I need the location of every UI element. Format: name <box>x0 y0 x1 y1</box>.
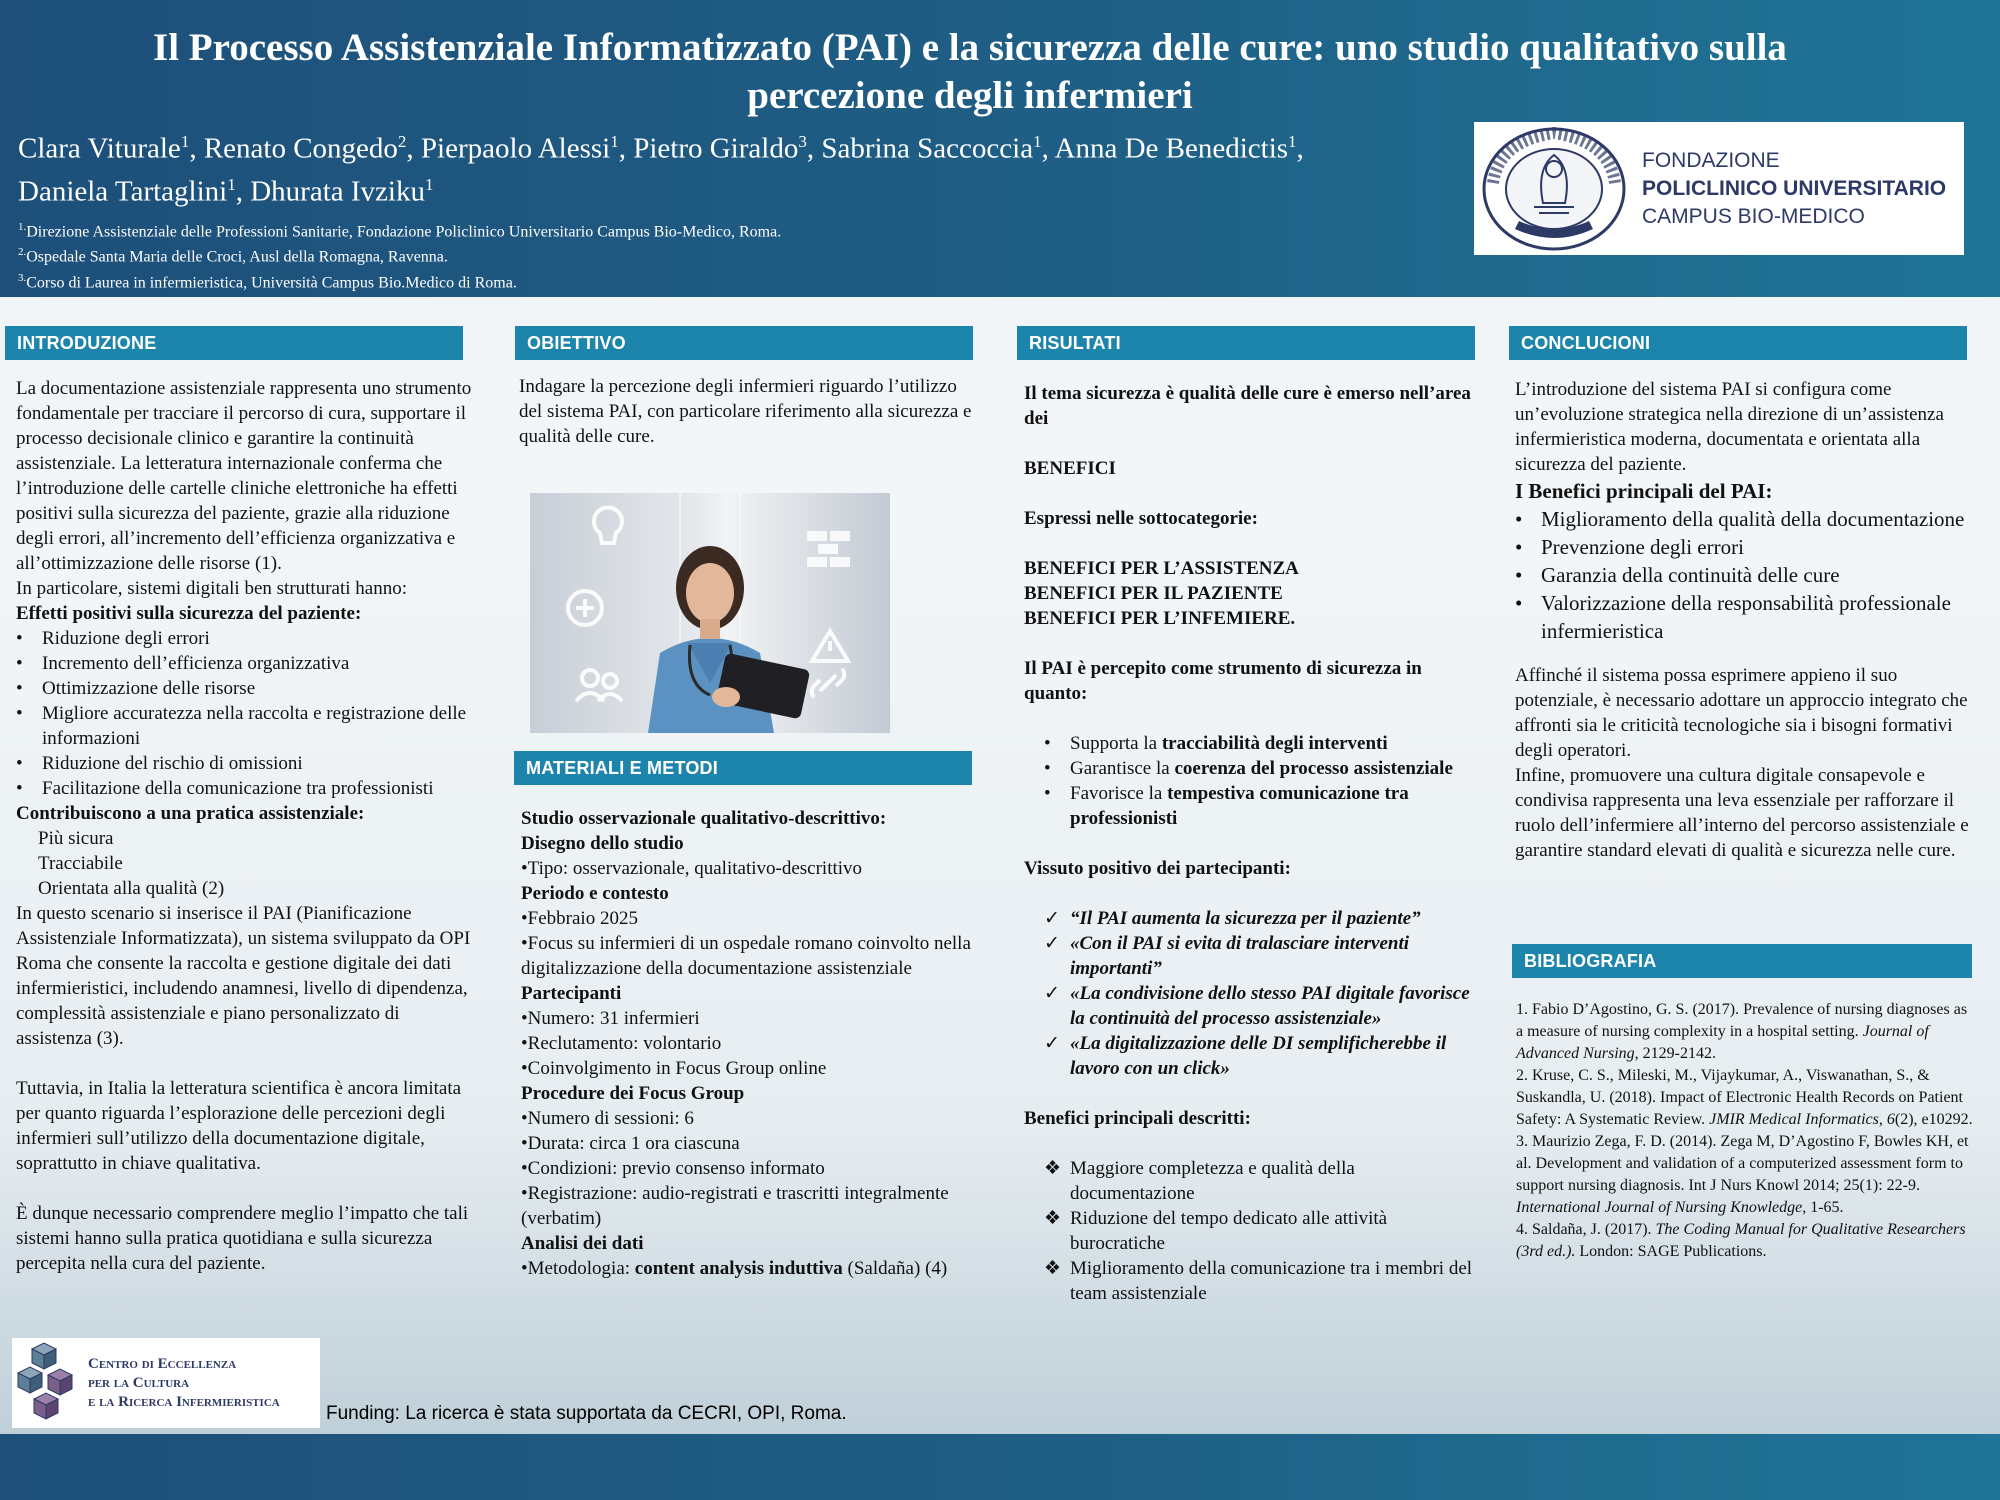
subheading: Il tema sicurezza è qualità delle cure è emerso nell’area dei <box>1024 383 1471 429</box>
paragraph: •Numero: 31 infermieri <box>521 1008 700 1029</box>
list-item: ❖ Riduzione del tempo dedicato alle attività burocratiche <box>1044 1208 1388 1254</box>
paragraph: Infine, promuovere una cultura digitale consapevole e condivisa rappresenta una leva essenziale per rafforzare il ruolo dell’infermiere all’interno del percorso assistenziale e garantire standard elevati di qualità e sicurezza nelle cure. <box>1515 765 1969 861</box>
reference: 3. Maurizio Zega, F. D. (2014). Zega M, D’Agostino F, Bowles KH, et al. Development and validation of a computerized assessment form to support nursing diagnosis. Int J Nurs Knowl 2014; 25(1): 22-9. International Journal of Nursing Knowledge, 1-65. <box>1516 1133 1969 1216</box>
author: Dhurata Ivziku <box>250 175 425 208</box>
paragraph: L’introduzione del sistema PAI si configura come un’evoluzione strategica nella direzione di un’assistenza infermieristica moderna, documentata e orientata alla sicurezza del paziente. <box>1515 379 1944 475</box>
subheading: Espressi nelle sottocategorie: <box>1024 508 1258 529</box>
nurse-with-tablet-image <box>530 493 890 733</box>
list-item: • Riduzione del rischio di omissioni <box>16 751 476 776</box>
subheading: I Benefici principali del PAI: <box>1515 479 1773 503</box>
footer-band <box>0 1434 2000 1500</box>
paragraph: È dunque necessario comprendere meglio l’impatto che tali sistemi hanno sulla pratica quotidiana e sulla sicurezza percepita nella cura del paziente. <box>16 1203 469 1274</box>
checkmark-icon: ✓ <box>1044 1033 1060 1054</box>
reference: 2. Kruse, C. S., Mileski, M., Vijaykumar, A., Viswanathan, S., & Suskandla, U. (2018). Impact of Electronic Health Records on Patient Safety: A Systematic Review. JMIR Medical Informatics, 6(2), e10292. <box>1516 1067 1973 1128</box>
introduzione-body <box>16 376 476 1276</box>
section-heading-risultati: RISULTATI <box>1017 326 1475 360</box>
subheading: Vissuto positivo dei partecipanti: <box>1024 858 1291 879</box>
list-item: Orientata alla qualità (2) <box>38 878 225 899</box>
subheading: Effetti positivi sulla sicurezza del paziente: <box>16 603 362 624</box>
cecri-logo <box>12 1338 320 1428</box>
cecri-logo-text: Centro di Eccellenza per la Cultura e la Ricerca Infermieristica <box>88 1355 280 1410</box>
diamond-bullet-icon: ❖ <box>1044 1208 1062 1229</box>
list-item: • Facilitazione della comunicazione tra professionisti <box>16 776 476 801</box>
author: Daniela Tartaglini <box>18 175 228 208</box>
quotes-list <box>1024 906 1484 1081</box>
checkmark-icon: ✓ <box>1044 983 1060 1004</box>
subheading: BENEFICI <box>1024 458 1116 479</box>
author: Sabrina Saccoccia <box>821 132 1034 165</box>
affiliation: $^{3.}$Corso di Laurea in infermieristica, Università Campus Bio.Medico di Roma. <box>18 271 517 291</box>
subheading: Benefici principali descritti: <box>1024 1108 1251 1129</box>
author: Pietro Giraldo <box>633 132 799 165</box>
subheading: Periodo e contesto <box>521 883 669 904</box>
list-item: • Valorizzazione della responsabilità professionale infermieristica <box>1515 589 1980 645</box>
paragraph: •Metodologia: content analysis induttiva (Saldaña) (4) <box>521 1258 948 1279</box>
list-item: • Garanzia della continuità delle cure <box>1515 561 1980 589</box>
paragraph: •Focus su infermieri di un ospedale romano coinvolto nella digitalizzazione della documentazione assistenziale <box>521 933 971 979</box>
section-heading-bibliografia: BIBLIOGRAFIA <box>1512 944 1972 978</box>
paragraph: In particolare, sistemi digitali ben strutturati hanno: <box>16 578 407 599</box>
section-heading-obiettivo: OBIETTIVO <box>515 326 973 360</box>
list-item: Tracciabile <box>38 853 123 874</box>
risultati-body <box>1024 381 1484 1306</box>
paragraph: Affinché il sistema possa esprimere appieno il suo potenziale, è necessario adottare un approccio integrato che affronti sia le criticità tecnologiche sia i bisogni formativi degli operatori. <box>1515 665 1968 761</box>
subheading: Partecipanti <box>521 983 622 1004</box>
list-item: • Riduzione degli errori <box>16 626 476 651</box>
affiliation: $^{2.}$Ospedale Santa Maria delle Croci, Ausl della Romagna, Ravenna. <box>18 246 448 266</box>
subcategory: BENEFICI PER L’INFEMIERE. <box>1024 608 1296 629</box>
paragraph: Tuttavia, in Italia la letteratura scientifica è ancora limitata per quanto riguarda l’esplorazione delle percezioni degli infermieri sull’utilizzo della documentazione digitale, soprattutto in chiave qualitativa. <box>16 1078 462 1174</box>
diamond-bullet-icon: ❖ <box>1044 1258 1062 1279</box>
section-heading-materiali-metodi: MATERIALI E METODI <box>514 751 972 785</box>
affiliation: $^{1.}$Direzione Assistenziale delle Professioni Sanitarie, Fondazione Policlinico Universitario Campus Bio-Medico, Roma. <box>18 221 782 241</box>
list-item: ✓ «La condivisione dello stesso PAI digitale favorisce la continuità del processo assistenziale» <box>1044 983 1470 1029</box>
author: Pierpaolo Alessi <box>420 132 611 165</box>
section-heading-introduzione: INTRODUZIONE <box>5 326 463 360</box>
subcategory: BENEFICI PER L’ASSISTENZA <box>1024 558 1299 579</box>
university-seal-icon <box>1474 122 1634 255</box>
diamond-bullet-icon: ❖ <box>1044 1158 1062 1179</box>
list-item: ✓ «La digitalizzazione delle DI semplificherebbe il lavoro con un click» <box>1044 1033 1447 1079</box>
obiettivo-body <box>519 374 979 449</box>
list-item: • Ottimizzazione delle risorse <box>16 676 476 701</box>
list-item: ✓ «Con il PAI si evita di tralasciare interventi importanti” <box>1044 933 1410 979</box>
author: Clara Viturale <box>18 132 181 165</box>
section-heading-conclusioni: CONCLUCIONI <box>1509 326 1967 360</box>
poster-title: Il Processo Assistenziale Informatizzato (PAI) e la sicurezza delle cure: uno studio qualitativo sulla percezione degli infermieri <box>153 26 1787 117</box>
paragraph: •Numero di sessioni: 6 <box>521 1108 694 1129</box>
author-list: Clara Viturale$^1$, Renato Congedo$^2$, Pierpaolo Alessi$^1$, Pietro Giraldo$^3$, Sabrina Saccoccia$^1$, Anna De Benedictis$^1$, Daniela Tartaglini$^1$, Dhurata Ivziku$^1$ <box>18 132 1304 208</box>
subheading: Disegno dello studio <box>521 833 684 854</box>
paragraph: La documentazione assistenziale rappresenta uno strumento fondamentale per tracciare il percorso di cura, supportare il processo decisionale clinico e garantire la continuità assistenziale. La letteratura internazionale conferma che l’introduzione delle cartelle cliniche elettroniche ha effetti positivi sulla sicurezza del paziente, grazie alla riduzione degli errori, all’incremento dell’efficienza organizzativa e all’ottimizzazione delle risorse (1). <box>16 378 472 574</box>
list-item: • Incremento dell’efficienza organizzativa <box>16 651 476 676</box>
paragraph: •Febbraio 2025 <box>521 908 638 929</box>
reasons-list <box>1024 731 1484 831</box>
subcategory: BENEFICI PER IL PAZIENTE <box>1024 583 1283 604</box>
paragraph: •Condizioni: previo consenso informato <box>521 1158 825 1179</box>
subheading: Analisi dei dati <box>521 1233 644 1254</box>
list-item: • Prevenzione degli errori <box>1515 533 1980 561</box>
paragraph: •Coinvolgimento in Focus Group online <box>521 1058 827 1079</box>
paragraph: •Tipo: osservazionale, qualitativo-descrittivo <box>521 858 863 879</box>
policlinico-logo <box>1474 122 1964 255</box>
reference: 4. Saldaña, J. (2017). The Coding Manual for Qualitative Researchers (3rd ed.). London: SAGE Publications. <box>1516 1221 1966 1260</box>
reference: 1. Fabio D’Agostino, G. S. (2017). Prevalence of nursing diagnoses as a measure of nursing complexity in a hospital setting. Journal of Advanced Nursing, 2129-2142. <box>1516 1001 1968 1062</box>
poster-header <box>0 0 2000 297</box>
paragraph: Indagare la percezione degli infermieri riguardo l’utilizzo del sistema PAI, con particolare riferimento alla sicurezza e qualità delle cure. <box>519 376 972 447</box>
conclusioni-body <box>1515 377 1980 863</box>
author: Anna De Benedictis <box>1054 132 1289 165</box>
subheading: Il PAI è percepito come strumento di sicurezza in quanto: <box>1024 658 1422 704</box>
policlinico-logo-text: FONDAZIONE POLICLINICO UNIVERSITARIO CAMPUS BIO-MEDICO <box>1642 148 1947 228</box>
list-item: ❖ Miglioramento della comunicazione tra i membri del team assistenziale <box>1044 1258 1473 1304</box>
paragraph: •Registrazione: audio-registrati e trascritti integralmente (verbatim) <box>521 1183 949 1229</box>
cecri-cubes-icon <box>12 1341 82 1425</box>
list-item: • Migliore accuratezza nella raccolta e registrazione delle informazioni <box>16 701 476 751</box>
list-item: Più sicura <box>38 828 114 849</box>
list-item: • Favorisce la tempestiva comunicazione tra professionisti <box>1044 783 1409 829</box>
subheading: Contribuiscono a una pratica assistenziale: <box>16 803 365 824</box>
materiali-body <box>521 806 981 1281</box>
list-item: ❖ Maggiore completezza e qualità della documentazione <box>1044 1158 1355 1204</box>
paragraph: In questo scenario si inserisce il PAI (Pianificazione Assistenziale Informatizzata), un sistema sviluppato da OPI Roma che consente la raccolta e gestione digitale dei dati infermieristici, includendo anamnesi, livello di dipendenza, complessità assistenziale e piano personalizzato di assistenza (3). <box>16 903 471 1049</box>
list-item: • Miglioramento della qualità della documentazione <box>1515 505 1980 533</box>
list-item: • Supporta la tracciabilità degli interventi <box>1044 733 1388 754</box>
subheading: Procedure dei Focus Group <box>521 1083 745 1104</box>
checkmark-icon: ✓ <box>1044 908 1060 929</box>
paragraph: •Reclutamento: volontario <box>521 1033 722 1054</box>
subheading: Studio osservazionale qualitativo-descrittivo: <box>521 808 887 829</box>
funding-note: Funding: La ricerca è stata supportata da CECRI, OPI, Roma. <box>326 1403 847 1424</box>
bibliografia-body <box>1516 999 1978 1263</box>
author: Renato Congedo <box>203 132 398 165</box>
checkmark-icon: ✓ <box>1044 933 1060 954</box>
list-item: • Garantisce la coerenza del processo assistenziale <box>1044 758 1453 779</box>
benefits-list <box>1024 1156 1484 1306</box>
affiliation-list <box>18 217 1118 293</box>
paragraph: •Durata: circa 1 ora ciascuna <box>521 1133 740 1154</box>
list-item: ✓ “Il PAI aumenta la sicurezza per il paziente” <box>1044 908 1421 929</box>
conclusioni-list <box>1515 505 1980 645</box>
